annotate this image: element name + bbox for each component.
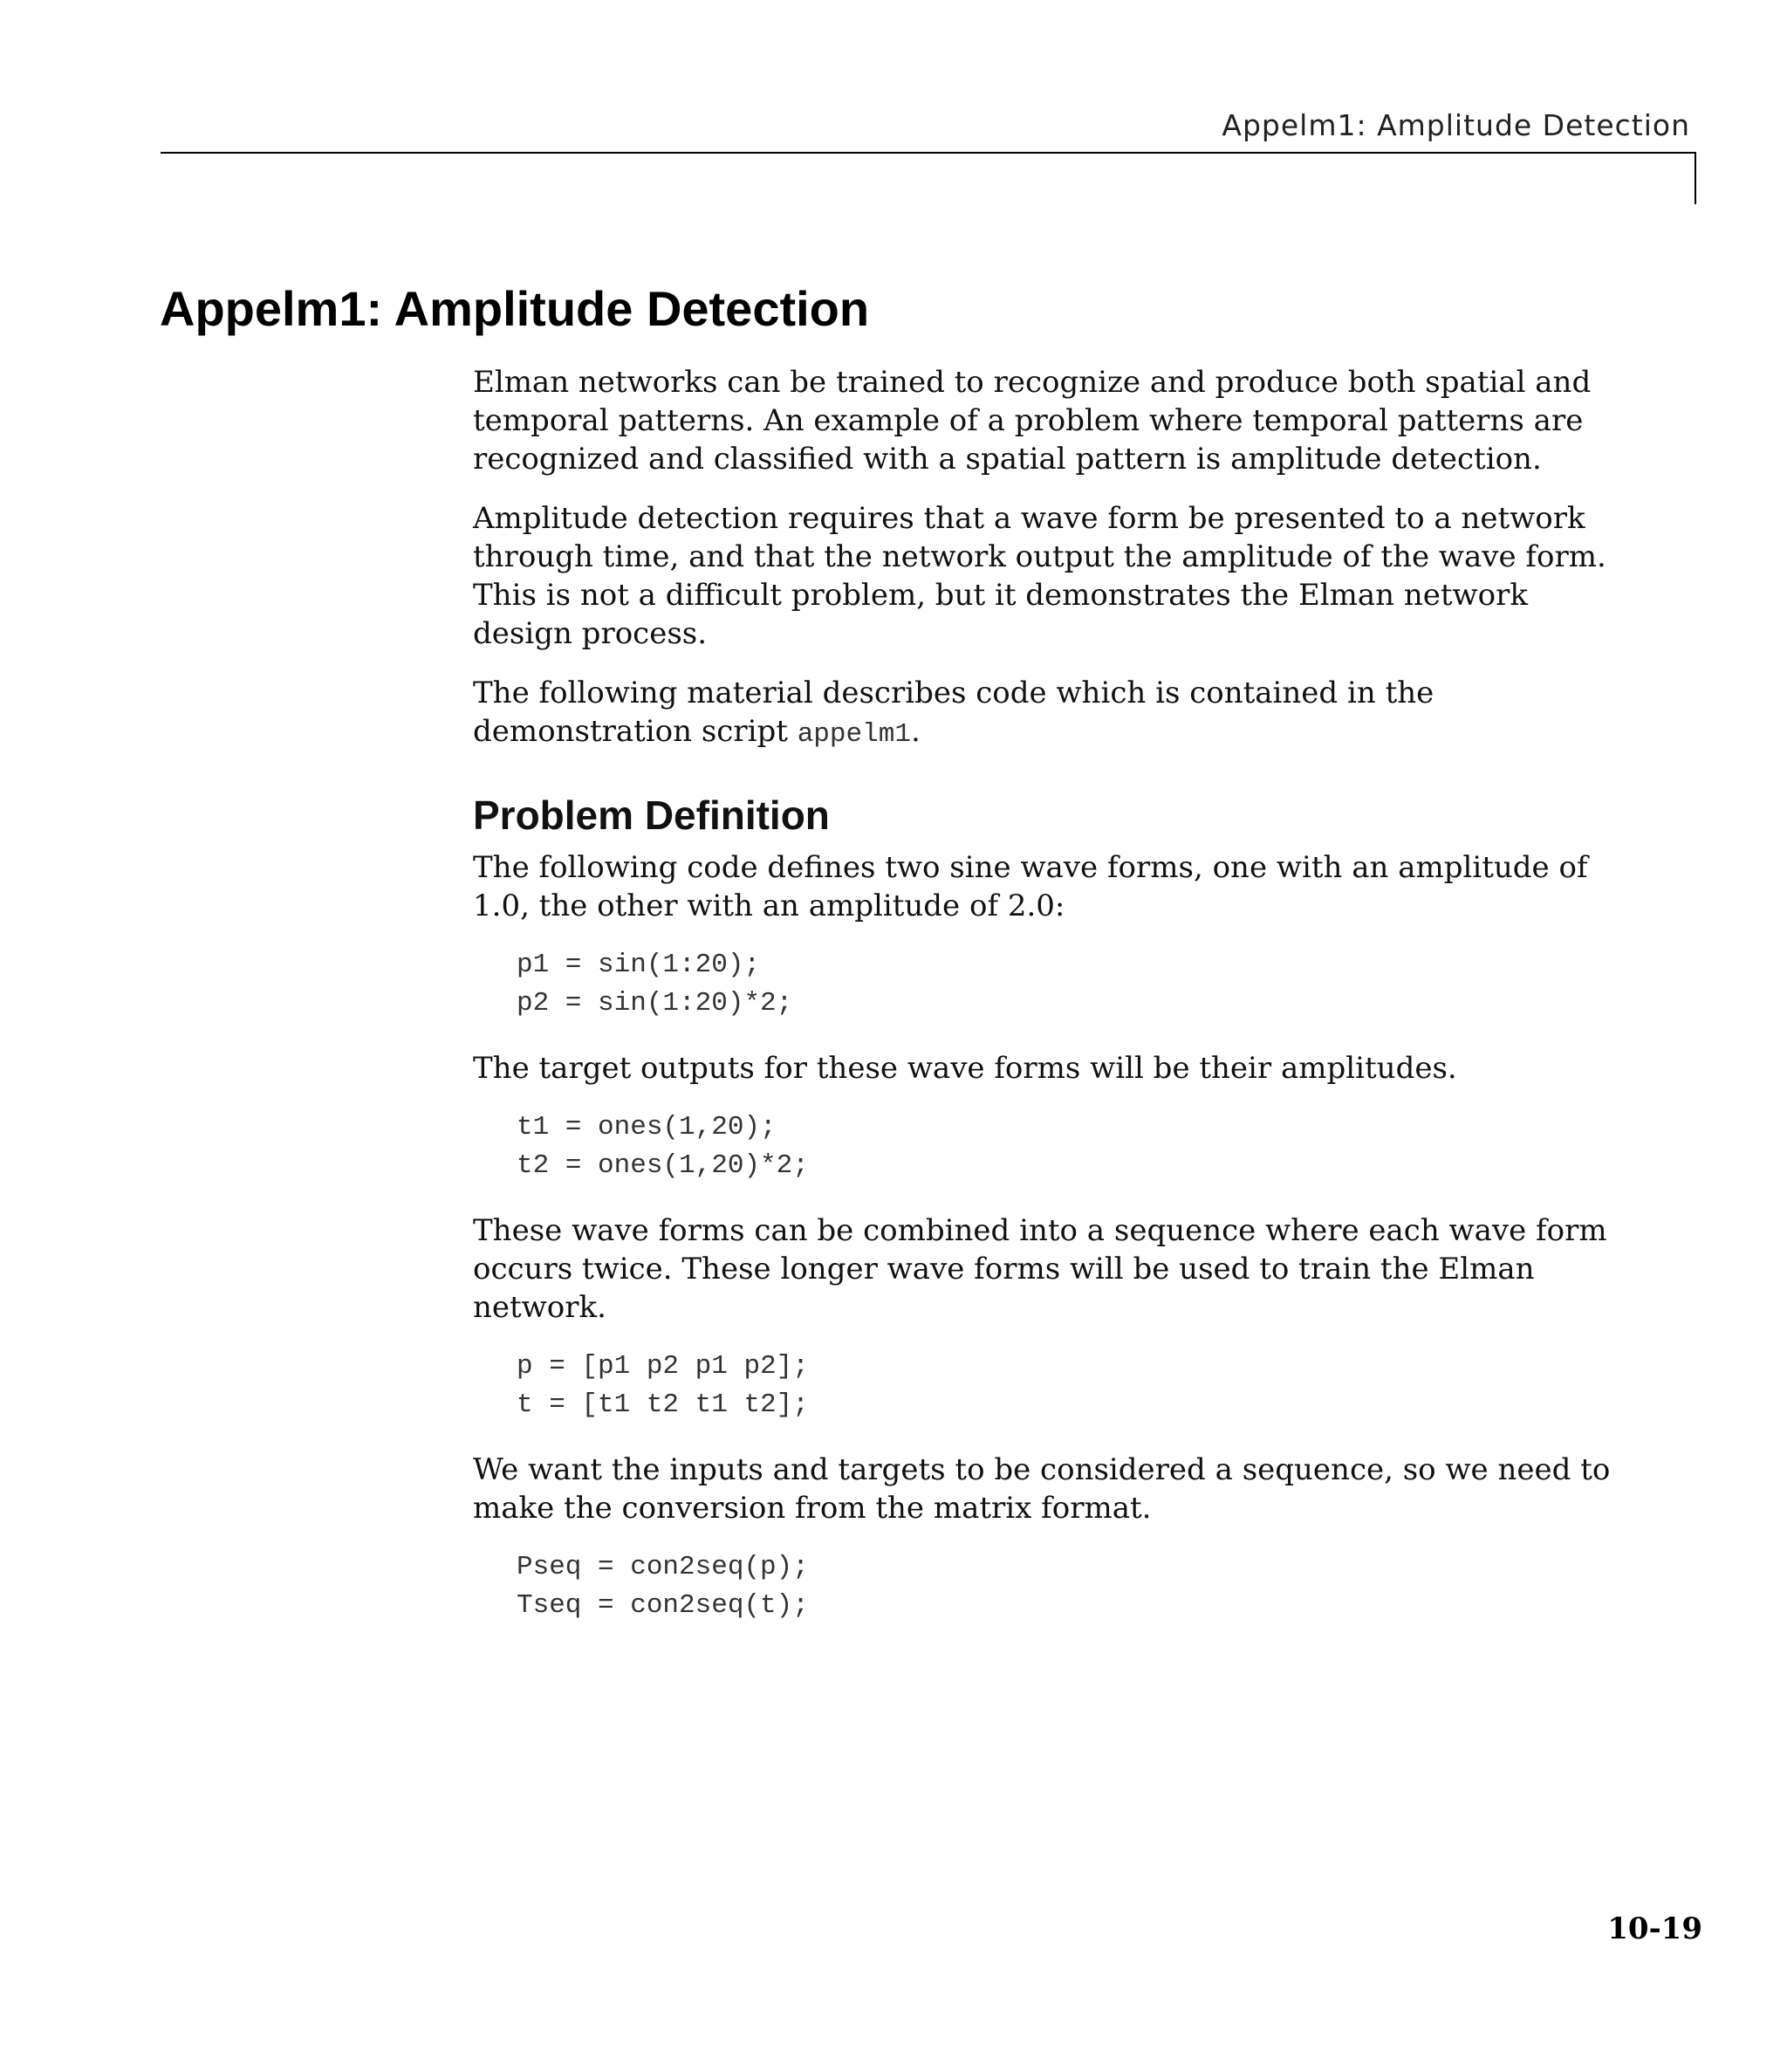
page-title: Appelm1: Amplitude Detection <box>160 281 870 336</box>
section-paragraph-4: We want the inputs and targets to be considered a sequence, so we need to make the conversion from the matrix format. <box>473 1452 1611 1526</box>
code-block-waveforms <box>517 946 1625 1023</box>
body-column <box>473 363 1625 1651</box>
running-header: Appelm1: Amplitude Detection <box>1222 108 1690 142</box>
intro-paragraph-1: Elman networks can be trained to recognize and produce both spatial and temporal patterns. An example of a problem where temporal patterns are recognized and classified with a spatial pattern is amplitude detection. <box>473 365 1592 477</box>
script-name-code: appelm1 <box>797 719 911 750</box>
header-rule-tick <box>1695 152 1696 204</box>
page-number: 10-19 <box>1607 1911 1702 1946</box>
code-block-targets <box>517 1108 1625 1185</box>
intro-paragraph-3-text: The following material describes code which is contained in the demonstration script <box>473 676 1434 749</box>
code-line: p1 = sin(1:20); <box>517 950 761 980</box>
section-paragraph-2: The target outputs for these wave forms will be their amplitudes. <box>473 1051 1457 1086</box>
section-heading: Problem Definition <box>473 792 830 838</box>
code-line: p2 = sin(1:20)*2; <box>517 988 793 1019</box>
intro-paragraph-3 <box>473 674 1625 754</box>
code-block-conversion <box>517 1548 1625 1625</box>
code-block-sequence <box>517 1348 1625 1424</box>
code-line: t1 = ones(1,20); <box>517 1112 777 1142</box>
code-line: p = [p1 p2 p1 p2]; <box>517 1351 809 1382</box>
code-line: t = [t1 t2 t1 t2]; <box>517 1389 809 1420</box>
code-line: Pseq = con2seq(p); <box>517 1552 809 1582</box>
section-paragraph-3: These wave forms can be combined into a sequence where each wave form occurs twice. These longer wave forms will be used to train the Elman network. <box>473 1213 1607 1325</box>
header-rule <box>161 152 1696 154</box>
code-line: Tseq = con2seq(t); <box>517 1590 809 1621</box>
code-line: t2 = ones(1,20)*2; <box>517 1150 809 1181</box>
intro-paragraph-3-end: . <box>910 714 921 749</box>
section-paragraph-1: The following code defines two sine wave forms, one with an amplitude of 1.0, the other with an amplitude of 2.0: <box>473 850 1588 923</box>
intro-paragraph-2: Amplitude detection requires that a wave form be presented to a network through time, and that the network output the amplitude of the wave form. This is not a difficult problem, but it demonstrates the Elman network design process. <box>473 501 1606 651</box>
